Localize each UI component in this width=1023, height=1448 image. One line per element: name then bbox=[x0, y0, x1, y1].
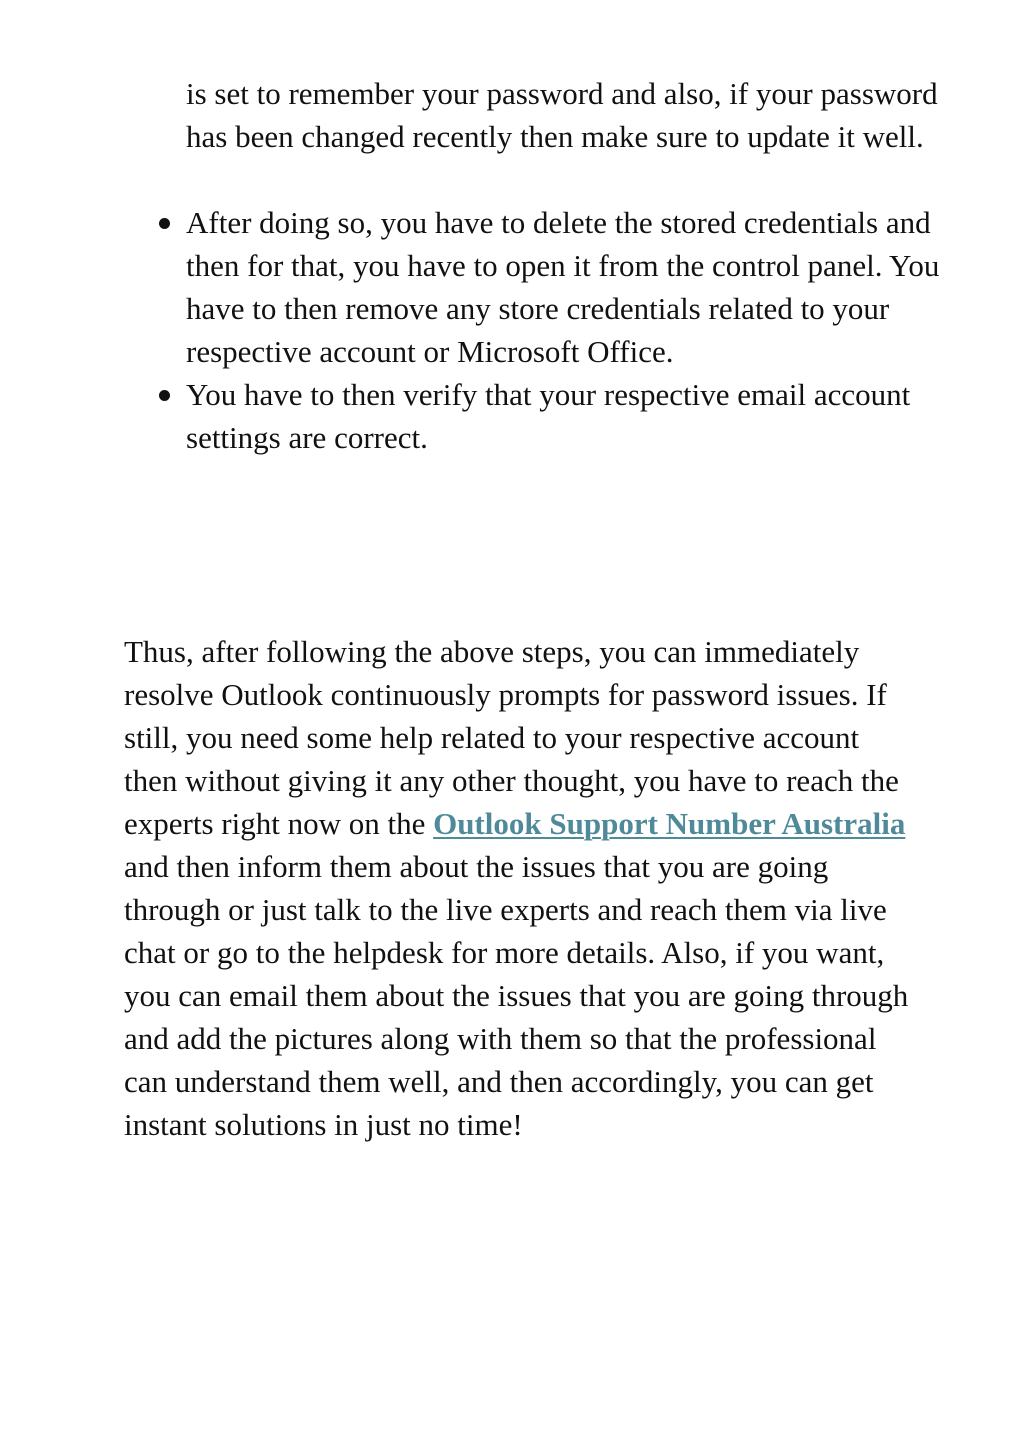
continuation-text: is set to remember your password and also, if your password has been changed recently then make sure to update it well. bbox=[186, 76, 938, 154]
bullet-icon bbox=[159, 390, 170, 401]
bullet-text: You have to then verify that your respective email account settings are correct. bbox=[186, 377, 911, 455]
bullet-list bbox=[186, 201, 946, 459]
paragraph-text-after-link: and then inform them about the issues that you are going through or just talk to the live experts and reach them via live chat or go to the helpdesk for more details. Also, if you want, you can email them about the issues that you are going through and add the pictures along with them so that the professional can understand them well, and then accordingly, you can get instant solutions in just no time! bbox=[124, 849, 909, 1142]
closing-paragraph bbox=[124, 630, 914, 1146]
list-item bbox=[186, 373, 946, 459]
outlook-support-number-link[interactable]: Outlook Support Number Australia bbox=[433, 806, 906, 841]
paragraph-text-before-link: Thus, after following the above steps, you can immediately resolve Outlook continuously prompts for password issues. If still, you need some help related to your respective account then without giving it any other thought, you have to reach the experts right now on the bbox=[124, 634, 899, 841]
bullet-text: After doing so, you have to delete the stored credentials and then for that, you have to open it from the control panel. You have to then remove any store credentials related to your respective account or Microsoft Office. bbox=[186, 205, 940, 369]
list-item bbox=[186, 201, 946, 373]
bullet-icon bbox=[159, 218, 170, 229]
